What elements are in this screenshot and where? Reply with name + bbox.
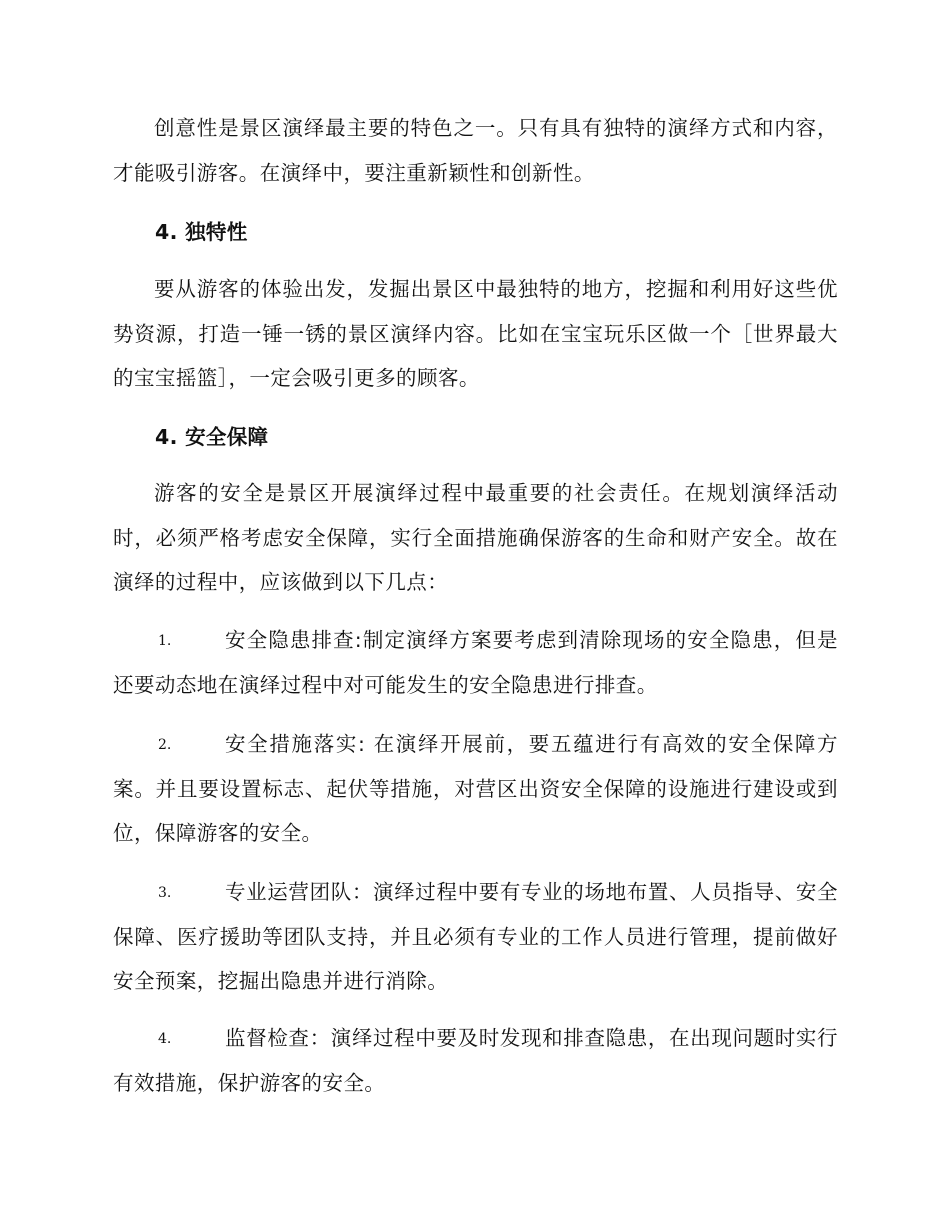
- list-number: 3.: [158, 885, 172, 901]
- list-item-safety-measures: 安全措施落实: 在演绎开展前，要五蕴进行有高效的安全保障方案。并且要设置标志、起伏等措施，对营区出资安全保障的设施进行建设或到位，保障游客的安全。: [113, 732, 838, 845]
- list-number: 4.: [158, 1031, 172, 1047]
- list-number: 2.: [158, 737, 172, 753]
- heading-safety: 4. 安全保障: [155, 425, 269, 449]
- paragraph-uniqueness: 要从游客的体验出发，发掘出景区中最独特的地方，挖掘和利用好这些优势资源，打造一锤一锈的景区演绎内容。比如在宝宝玩乐区做一个［世界最大的宝宝摇篮］，一定会吸引更多的顾客。: [113, 277, 838, 390]
- paragraph-creativity: 创意性是景区演绎最主要的特色之一。只有具有独特的演绎方式和内容，才能吸引游客。在演绎中，要注重新颖性和创新性。: [113, 116, 838, 185]
- list-item-operations-team: 专业运营团队：演绎过程中要有专业的场地布置、人员指导、安全保障、医疗援助等团队支持，并且必须有专业的工作人员进行管理，提前做好安全预案，挖掘出隐患并进行消除。: [113, 880, 838, 993]
- list-number: 1.: [158, 633, 172, 649]
- list-item-hazard-check: 安全隐患排查:制定演绎方案要考虑到清除现场的安全隐患，但是还要动态地在演绎过程中对可能发生的安全隐患进行排查。: [113, 628, 838, 697]
- heading-uniqueness: 4. 独特性: [155, 220, 248, 244]
- paragraph-safety: 游客的安全是景区开展演绎过程中最重要的社会责任。在规划演绎活动时，必须严格考虑安全保障，实行全面措施确保游客的生命和财产安全。故在演绎的过程中，应该做到以下几点：: [113, 481, 838, 594]
- list-item-supervision: 监督检查：演绎过程中要及时发现和排查隐患，在出现问题时实行有效措施，保护游客的安全。: [113, 1026, 838, 1095]
